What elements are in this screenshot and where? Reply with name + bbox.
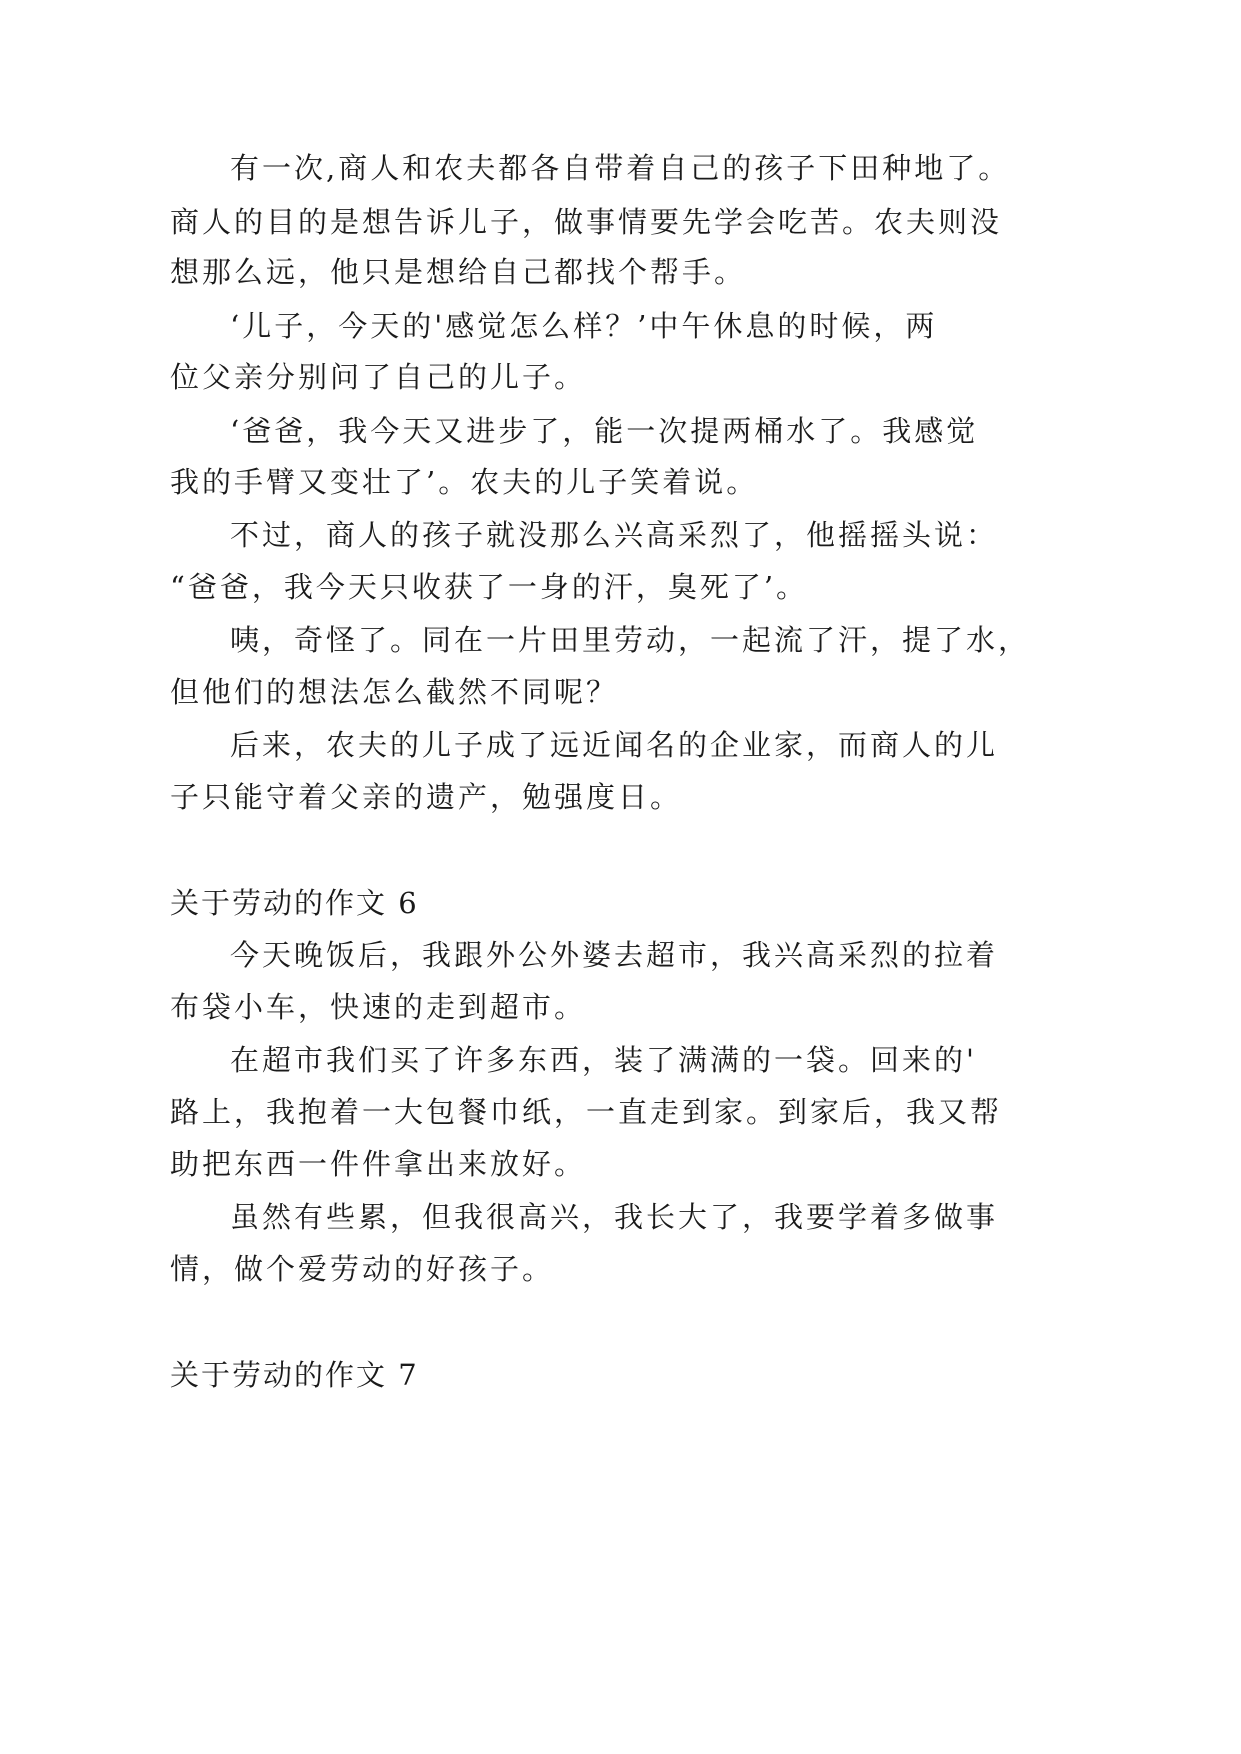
paragraph-line: 商人的目的是想告诉儿子，做事情要先学会吃苦。农夫则没 [170,205,1003,239]
paragraph-line: 不过，商人的孩子就没那么兴高采烈了，他摇摇头说： [230,518,999,552]
paragraph-line: 情，做个爱劳动的好孩子。 [170,1252,555,1286]
paragraph-line: 在超市我们买了许多东西，装了满满的一袋。回来的' [230,1043,977,1077]
paragraph-line: 后来，农夫的儿子成了远近闻名的企业家，而商人的儿 [230,728,999,762]
section-heading: 关于劳动的作文 7 [170,1358,419,1392]
paragraph-line: 助把东西一件件拿出来放好。 [170,1147,587,1181]
paragraph-line: 咦，奇怪了。同在一片田里劳动，一起流了汗，提了水， [230,623,1031,657]
paragraph-line: 今天晚饭后，我跟外公外婆去超市，我兴高采烈的拉着 [230,938,999,972]
paragraph-line: 路上，我抱着一大包餐巾纸，一直走到家。到家后，我又帮 [170,1095,1003,1129]
paragraph-line: 我的手臂又变壮了’。农夫的儿子笑着说。 [170,465,759,499]
paragraph-line: 但他们的想法怎么截然不同呢？ [170,675,619,709]
paragraph-line: 位父亲分别问了自己的儿子。 [170,360,587,394]
paragraph-line: “爸爸，我今天只收获了一身的汗，臭死了’。 [170,570,809,604]
paragraph-line: 布袋小车，快速的走到超市。 [170,990,587,1024]
paragraph-line: ‘儿子，今天的'感觉怎么样？’中午休息的时候，两 [230,309,938,343]
paragraph-line: 子只能守着父亲的遗产，勉强度日。 [170,780,683,814]
paragraph-line: 想那么远，他只是想给自己都找个帮手。 [170,255,747,289]
paragraph-line: 有一次,商人和农夫都各自带着自己的孩子下田种地了。 [230,151,1011,185]
paragraph-line: ‘爸爸，我今天又进步了，能一次提两桶水了。我感觉 [230,414,979,448]
section-heading: 关于劳动的作文 6 [170,886,419,920]
paragraph-line: 虽然有些累，但我很高兴，我长大了，我要学着多做事 [230,1200,999,1234]
